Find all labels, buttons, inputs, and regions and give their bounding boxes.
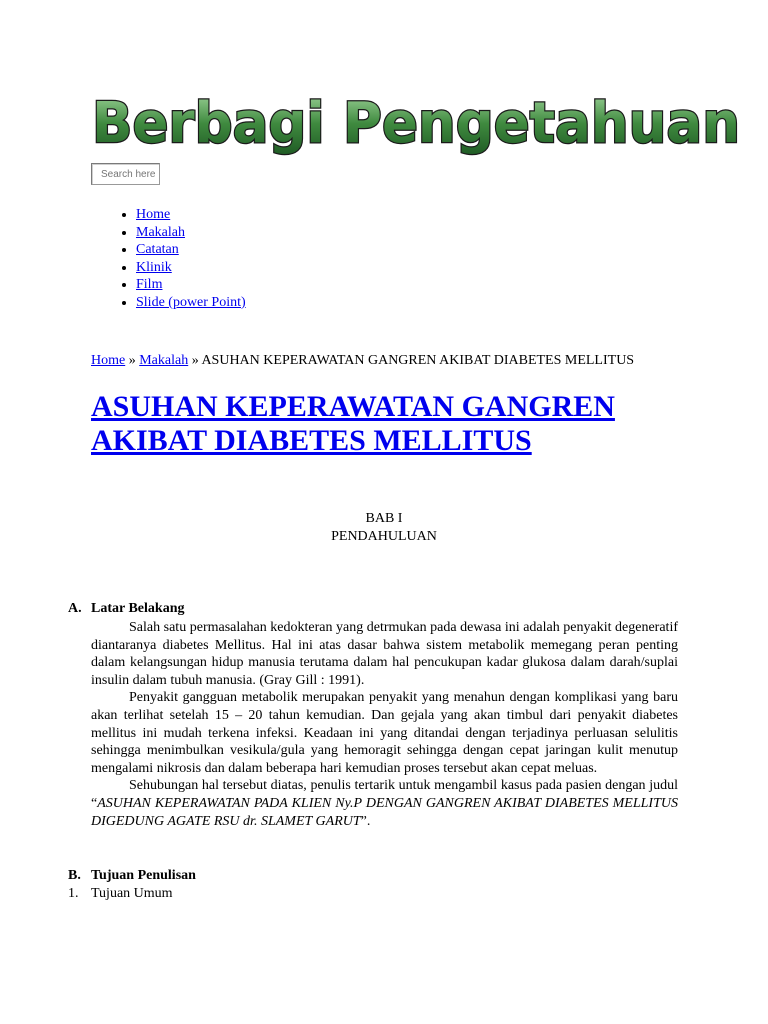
- breadcrumb-home-link[interactable]: Home: [91, 353, 126, 368]
- paragraph-2: Penyakit gangguan metabolik merupakan penyakit yang menahun dengan komplikasi yang baru akan terlihat setelah 15 – 20 tahun kemudian. Dan gejala yang akan timbul dari penyakit diabetes mellitus ini mudah terkena infeksi. Keadaan ini yang ditandai dengan terjadinya perluasan selulitis sehingga menimbulkan vesikula/gula yang hemoragit sehingga dengan cepat jaringan kulit menutup mengalami nikrosis dan dalam beberapa hari kemudian proses tersebut akan cepat meluas.: [91, 690, 678, 776]
- nav-link-slide[interactable]: Slide (power Point): [136, 294, 246, 310]
- main-nav: [92, 206, 246, 312]
- list-item-tujuan-umum: [68, 886, 173, 902]
- nav-link-film[interactable]: Film: [136, 277, 163, 293]
- nav-link-klinik[interactable]: Klinik: [136, 259, 172, 275]
- section-number: B.: [68, 868, 81, 883]
- breadcrumb: [91, 353, 634, 369]
- nav-link-makalah[interactable]: Makalah: [136, 224, 185, 240]
- article-title[interactable]: ASUHAN KEPERAWATAN GANGREN AKIBAT DIABETES MELLITUS: [91, 390, 615, 457]
- section-heading-latar-belakang: [68, 601, 184, 617]
- breadcrumb-separator: »: [188, 353, 202, 368]
- nav-item-catatan: [136, 241, 246, 259]
- nav-item-klinik: [136, 259, 246, 277]
- nav-item-makalah: [136, 224, 246, 242]
- nav-item-film: [136, 276, 246, 294]
- section-title: Latar Belakang: [91, 601, 185, 616]
- section-number: A.: [68, 601, 82, 616]
- logo-text: Berbagi Pengetahuan: [92, 92, 740, 156]
- breadcrumb-makalah-link[interactable]: Makalah: [139, 353, 189, 368]
- article-body: [91, 619, 678, 830]
- nav-item-home: [136, 206, 246, 224]
- site-logo[interactable]: [92, 92, 742, 156]
- nav-link-catatan[interactable]: Catatan: [136, 242, 179, 258]
- chapter-number: BAB I: [365, 511, 403, 526]
- list-item-text: Tujuan Umum: [91, 886, 173, 901]
- paragraph-3: [91, 777, 678, 830]
- search-input[interactable]: [91, 163, 160, 185]
- paragraph-3-text: Sehubungan hal tersebut diatas, penulis tertarik untuk mengambil kasus pada pasien dengan judul “: [91, 778, 678, 811]
- paragraph-1: Salah satu permasalahan kedokteran yang detrmukan pada dewasa ini adalah penyakit degeneratif diantaranya diabetes Mellitus. Hal ini atas dasar bahwa sistem metabolik memegang peran penting dalam kelangsungan hidup manusia terutama dalam hal pencukupan kadar glukosa dalam darah/suplai insulin dalam tubuh manusia. (Gray Gill : 1991).: [91, 620, 678, 688]
- paragraph-3-case-title: ASUHAN KEPERAWATAN PADA KLIEN Ny.P DENGAN GANGREN AKIBAT DIABETES MELLITUS DIGEDUNG AGATE RSU dr. SLAMET GARUT: [91, 795, 678, 829]
- breadcrumb-separator: »: [125, 353, 140, 368]
- list-item-number: 1.: [68, 886, 79, 901]
- section-title: Tujuan Penulisan: [91, 868, 196, 883]
- nav-item-slide: [136, 294, 246, 312]
- nav-link-home[interactable]: Home: [136, 207, 171, 222]
- paragraph-3-end: ”.: [360, 813, 371, 829]
- breadcrumb-current: ASUHAN KEPERAWATAN GANGREN AKIBAT DIABETES MELLITUS: [201, 353, 635, 368]
- chapter-title: PENDAHULUAN: [331, 529, 437, 544]
- section-heading-tujuan-penulisan: [68, 868, 196, 884]
